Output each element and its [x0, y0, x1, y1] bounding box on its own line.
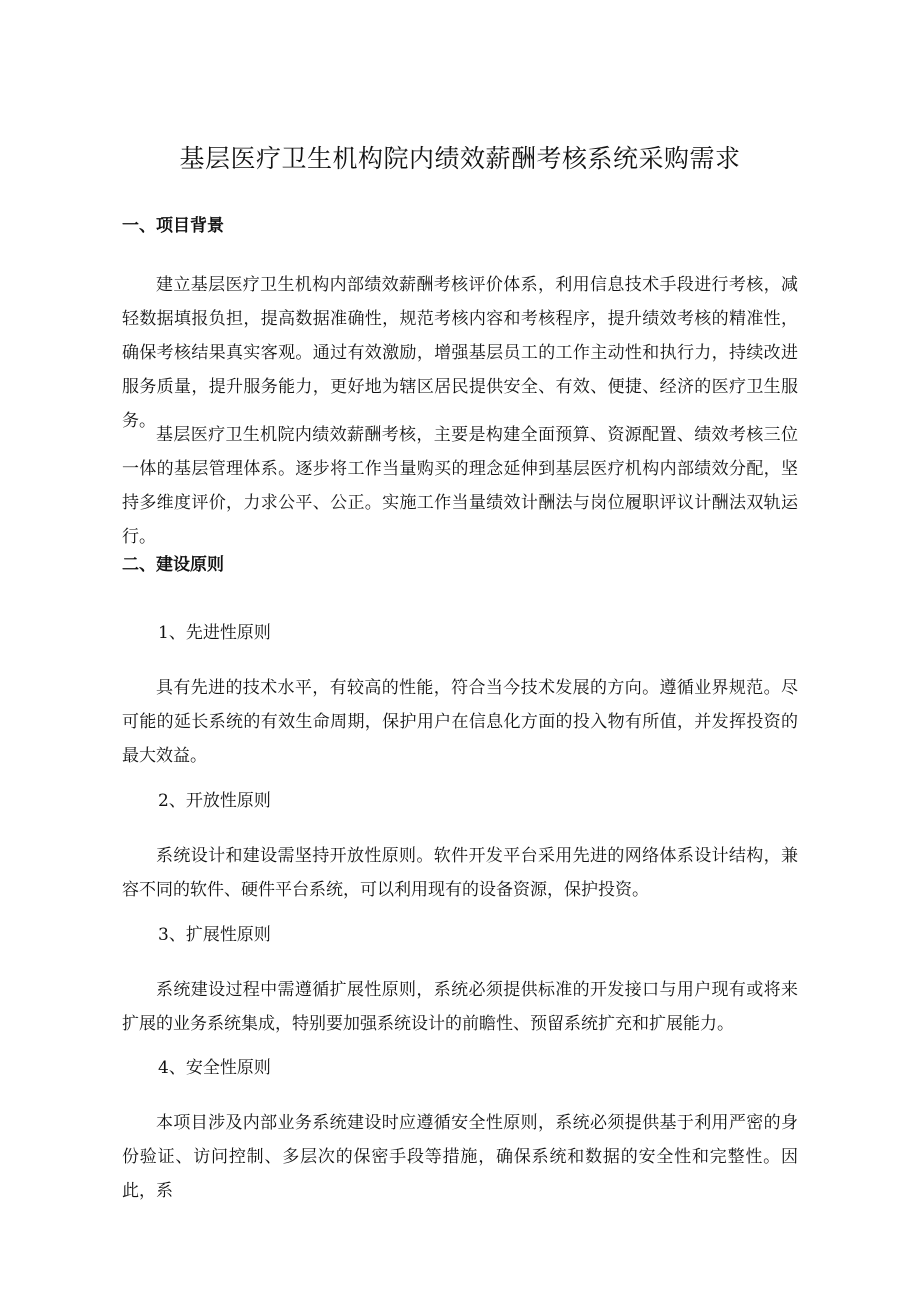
section-heading-background: 一、项目背景	[122, 216, 224, 236]
principle-label-2: 2、开放性原则	[158, 791, 271, 811]
principle-label-3: 3、扩展性原则	[158, 925, 271, 945]
principle-label-4: 4、安全性原则	[158, 1058, 271, 1078]
principle-text-4: 本项目涉及内部业务系统建设时应遵循安全性原则，系统必须提供基于利用严密的身份验证、访问控制、多层次的保密手段等措施，确保系统和数据的安全性和完整性。因此，系	[122, 1113, 798, 1201]
principle-text-2: 系统设计和建设需坚持开放性原则。软件开发平台采用先进的网络体系设计结构，兼容不同的软件、硬件平台系统，可以利用现有的设备资源，保护投资。	[122, 846, 798, 900]
document-title: 基层医疗卫生机构院内绩效薪酬考核系统采购需求	[179, 144, 741, 173]
paragraph-background-1: 建立基层医疗卫生机构内部绩效薪酬考核评价体系，利用信息技术手段进行考核，减轻数据填报负担，提高数据准确性，规范考核内容和考核程序，提升绩效考核的精准性，确保考核结果真实客观。通过有效激励，增强基层员工的工作主动性和执行力，持续改进服务质量，提升服务能力，更好地为辖区居民提供安全、有效、便捷、经济的医疗卫生服务。	[122, 275, 798, 431]
principle-text-3: 系统建设过程中需遵循扩展性原则，系统必须提供标准的开发接口与用户现有或将来扩展的业务系统集成，特别要加强系统设计的前瞻性、预留系统扩充和扩展能力。	[122, 980, 798, 1034]
principle-label-1: 1、先进性原则	[158, 623, 271, 643]
section-heading-principles: 二、建设原则	[122, 555, 224, 575]
paragraph-background-2: 基层医疗卫生机院内绩效薪酬考核，主要是构建全面预算、资源配置、绩效考核三位一体的基层管理体系。逐步将工作当量购买的理念延伸到基层医疗机构内部绩效分配，坚持多维度评价，力求公平、公正。实施工作当量绩效计酬法与岗位履职评议计酬法双轨运行。	[122, 425, 798, 547]
principle-text-1: 具有先进的技术水平，有较高的性能，符合当今技术发展的方向。遵循业界规范。尽可能的延长系统的有效生命周期，保护用户在信息化方面的投入物有所值，并发挥投资的最大效益。	[122, 678, 798, 766]
